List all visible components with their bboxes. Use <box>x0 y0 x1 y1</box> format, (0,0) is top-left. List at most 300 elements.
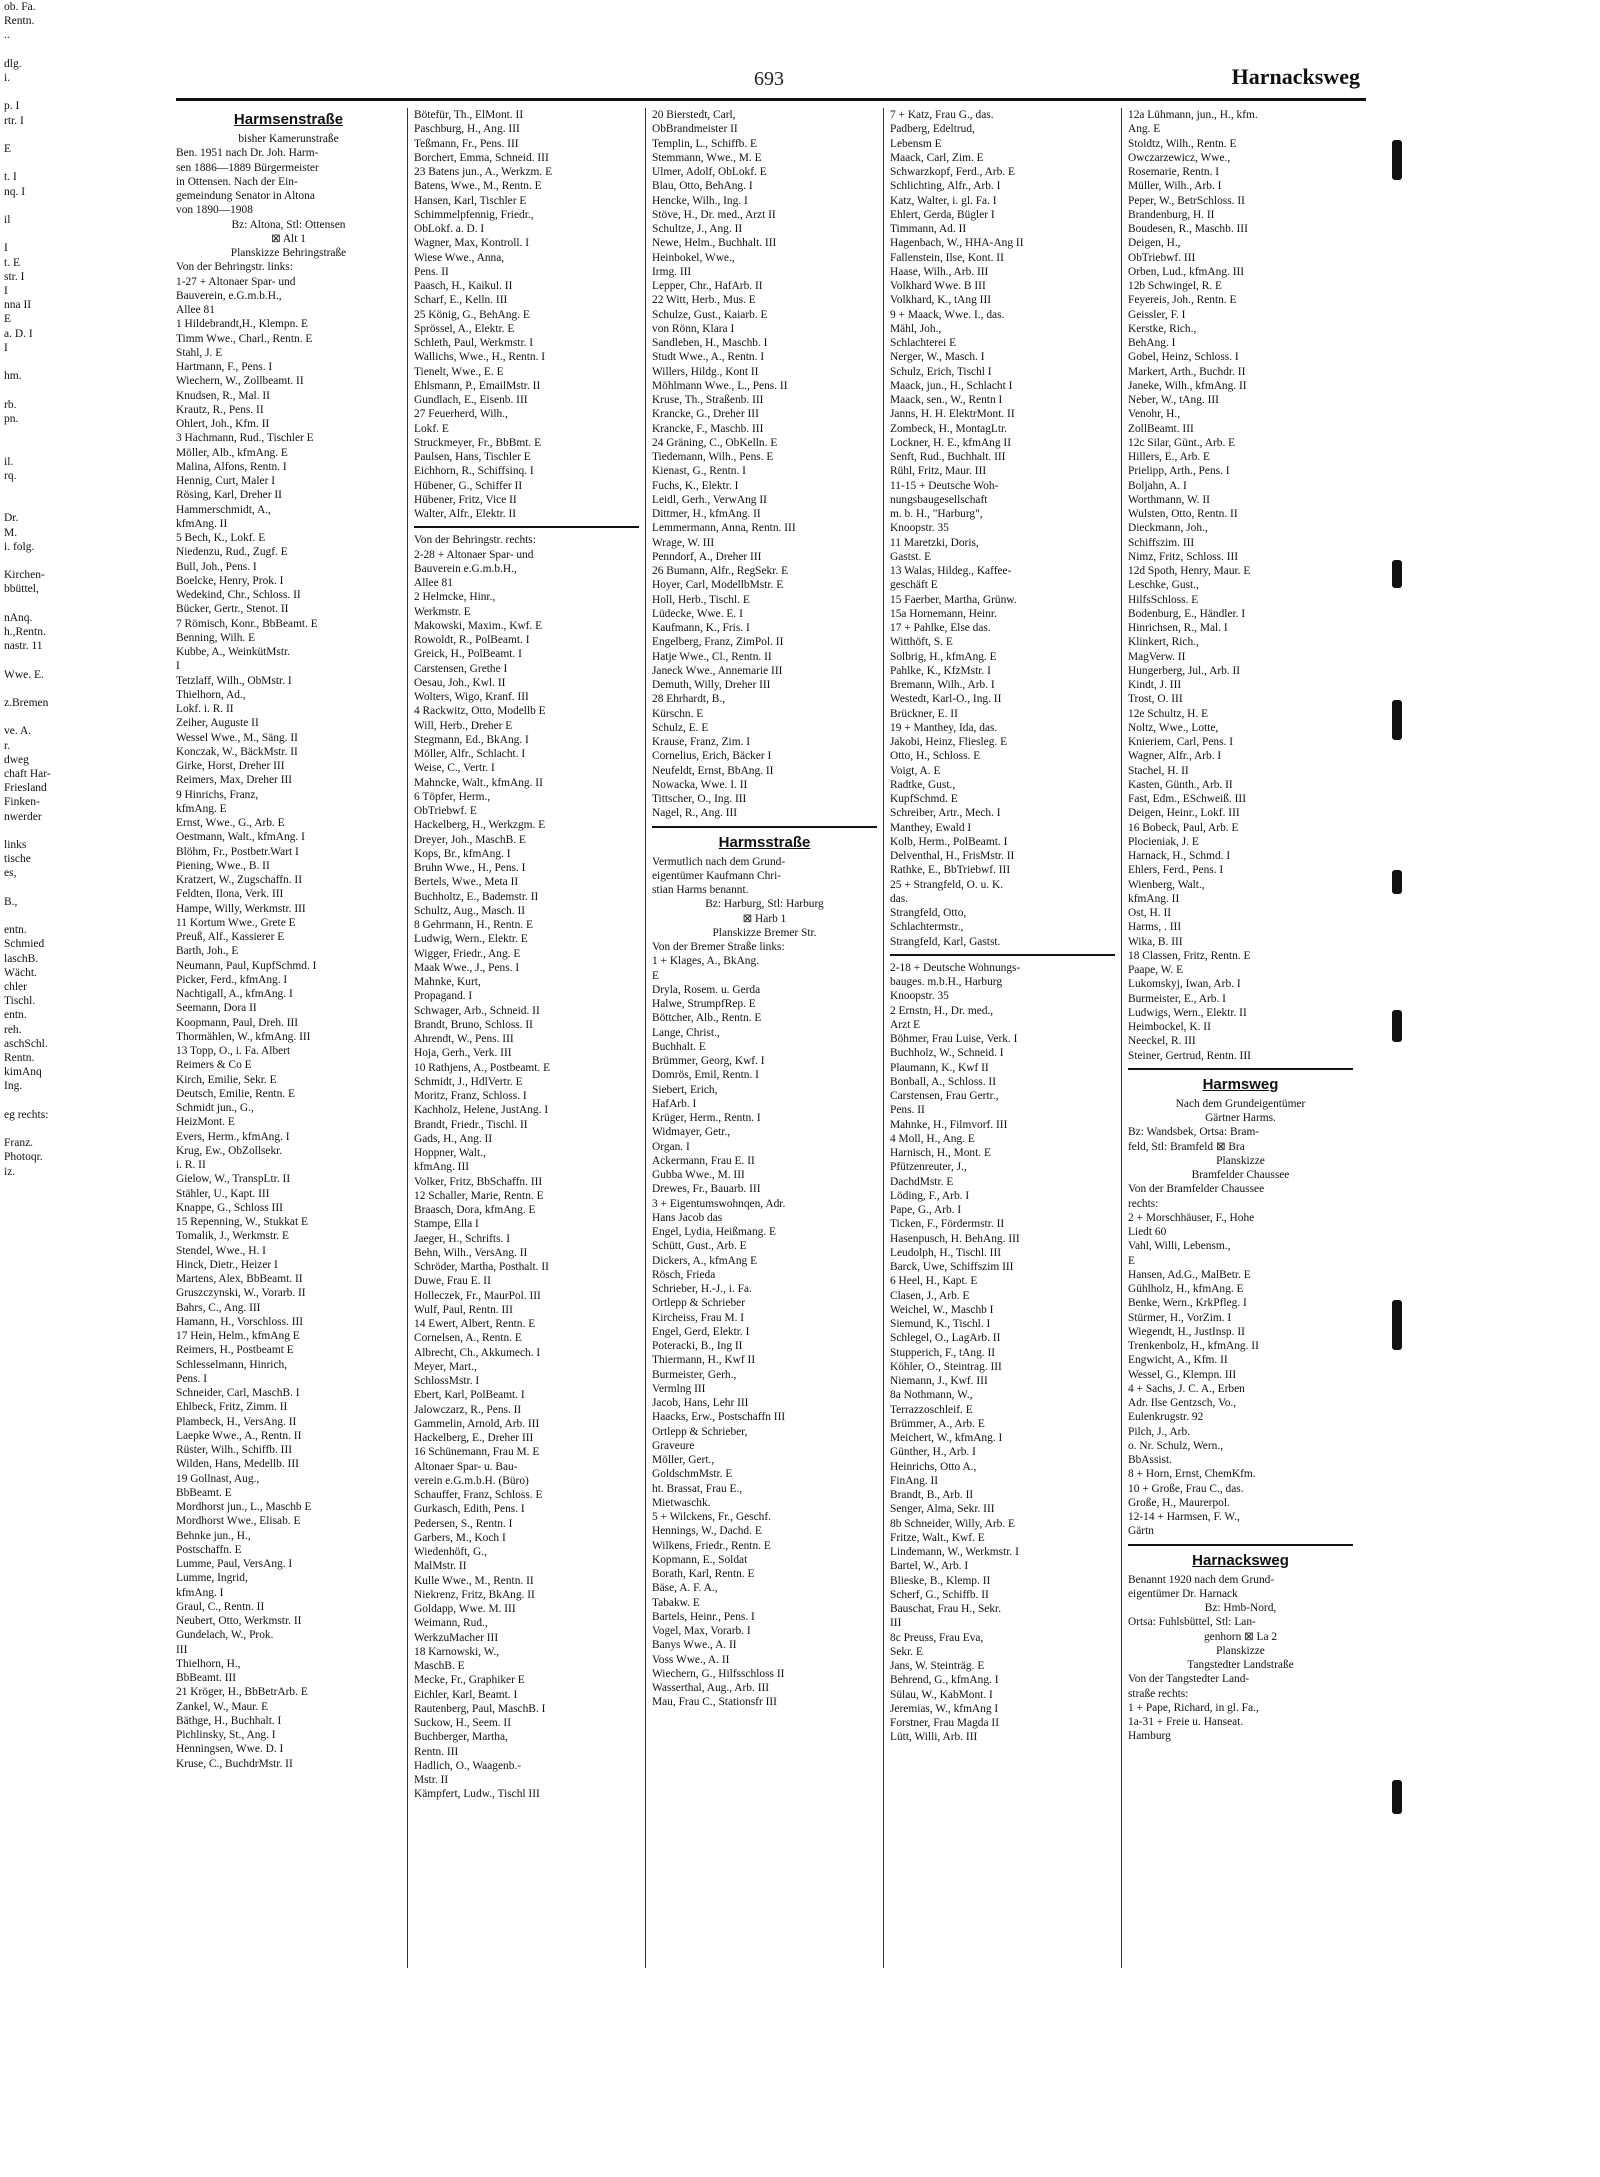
previous-page-fragment: Photoqr. <box>4 1151 43 1164</box>
resident-entry: 1 + Klages, A., BkAng. <box>652 955 760 968</box>
previous-page-fragment: pn. <box>4 412 19 425</box>
binding-mark <box>1392 1780 1402 1814</box>
resident-entry: Mordhorst jun., L., Maschb E <box>176 1501 312 1513</box>
resident-entry: Neubert, Otto, Werkmstr. II <box>176 1615 302 1627</box>
resident-entry: Werkmstr. E <box>414 605 471 618</box>
resident-entry: kfmAng. II <box>1128 892 1180 905</box>
resident-entry: Von der Tangstedter Land- <box>1128 1673 1250 1686</box>
resident-entry: Volker, Fritz, BbSchaffn. III <box>414 1175 543 1188</box>
resident-entry: Adr. Ilse Gentzsch, Vo., <box>1128 1397 1237 1409</box>
resident-entry: von 1890—1908 <box>176 204 253 217</box>
resident-entry: Benannt 1920 nach dem Grund- <box>1128 1573 1275 1586</box>
resident-entry: Schlachtermstr., <box>890 921 964 934</box>
resident-entry: Schulze, Gust., Kaiarb. E <box>652 308 768 321</box>
resident-entry: Koopmann, Paul, Dreh. III <box>176 1016 299 1029</box>
resident-entry: Heimbockel, K. II <box>1128 1021 1211 1033</box>
street-heading: Harmsweg <box>1202 1075 1279 1093</box>
resident-entry: Mordhorst Wwe., Elisab. E <box>176 1515 301 1528</box>
resident-entry: 12c Silar, Günt., Arb. E <box>1128 436 1236 449</box>
resident-entry: Maack, sen., W., Rentn I <box>890 394 1003 406</box>
resident-entry: Hackelberg, H., Werkzgm. E <box>414 819 546 832</box>
resident-entry: Wika, B. III <box>1128 935 1183 948</box>
resident-entry: 2-18 + Deutsche Wohnungs- <box>890 961 1021 974</box>
resident-entry: Vahl, Willi, Lebensm., <box>1128 1240 1231 1253</box>
previous-page-fragment <box>0 682 118 696</box>
resident-entry: Strangfeld, Otto, <box>890 907 967 919</box>
resident-entry: Brandenburg, H. II <box>1128 208 1215 221</box>
previous-page-fragment: hm. <box>4 370 22 383</box>
resident-entry: 24 Gräning, C., ObKelln. E <box>652 436 778 449</box>
street-note: Planskizze Behringstraße <box>230 247 347 259</box>
resident-entry: Jeremias, W., kfmAng I <box>890 1702 999 1715</box>
resident-entry: Von der Bramfelder Chaussee <box>1128 1183 1265 1196</box>
resident-entry: Wessel, G., Klempn. III <box>1128 1368 1237 1381</box>
resident-entry: Boelcke, Henry, Prok. I <box>176 574 284 587</box>
resident-entry: 17 + Pahlke, Else das. <box>890 622 991 634</box>
resident-entry: Tiedemann, Wilh., Pens. E <box>652 451 774 463</box>
resident-entry: Hagenbach, W., HHA-Ang II <box>890 237 1024 250</box>
resident-entry: Carstensen, Grethe I <box>414 662 508 675</box>
resident-entry: Allee 81 <box>176 304 215 316</box>
resident-entry: Sülau, W., KabMont. I <box>890 1688 993 1701</box>
resident-entry: MagVerw. II <box>1128 650 1186 663</box>
resident-entry: 9 Hinrichs, Franz, <box>176 788 259 801</box>
resident-entry: Stöve, H., Dr. med., Arzt II <box>652 208 776 221</box>
street-note: ⊠ Harb 1 <box>742 912 787 925</box>
previous-page-fragment <box>0 710 118 724</box>
section-rule <box>1128 1544 1353 1546</box>
resident-entry: Lange, Christ., <box>652 1026 720 1039</box>
resident-entry: Nowacka, Wwe. I. II <box>652 778 748 791</box>
resident-entry: Ernst, Wwe., G., Arb. E <box>176 817 285 829</box>
resident-entry: Hans Jacob das <box>652 1211 723 1224</box>
resident-entry: Worthmann, W. II <box>1128 493 1210 506</box>
resident-entry: Engel, Lydia, Heißmang. E <box>652 1226 777 1238</box>
resident-entry: Mstr. II <box>414 1774 449 1786</box>
resident-entry: Ulmer, Adolf, ObLokf. E <box>652 166 767 178</box>
resident-entry: Plaumann, K., Kwf II <box>890 1061 989 1074</box>
resident-entry: Stampe, Ella I <box>414 1218 479 1231</box>
previous-page-fragment <box>0 128 118 142</box>
resident-entry: Sprössel, A., Elektr. E <box>414 322 515 335</box>
resident-entry: Newe, Helm., Buchhalt. III <box>652 237 777 250</box>
resident-entry: Ang. E <box>1128 123 1161 136</box>
resident-entry: Vermutlich nach dem Grund- <box>652 855 786 868</box>
resident-entry: Schlesselmann, Hinrich, <box>176 1358 288 1371</box>
resident-entry: Venohr, H., <box>1128 408 1181 421</box>
resident-entry: Gads, H., Ang. II <box>414 1132 493 1145</box>
previous-page-fragment <box>0 43 118 57</box>
resident-entry: 6 Töpfer, Herm., <box>414 790 491 803</box>
resident-entry: Wilkens, Friedr., Rentn. E <box>652 1539 771 1552</box>
resident-entry: GoldschmMstr. E <box>652 1468 733 1481</box>
resident-entry: Widmayer, Getr., <box>652 1126 731 1139</box>
resident-entry: Brümmer, Georg, Kwf. I <box>652 1055 765 1067</box>
resident-entry: 28 Ehrhardt, B., <box>652 693 726 706</box>
resident-entry: 8b Schneider, Willy, Arb. E <box>890 1517 1015 1530</box>
binding-mark <box>1392 870 1402 894</box>
resident-entry: eigentümer Dr. Harnack <box>1128 1587 1238 1600</box>
resident-entry: Picker, Ferd., kfmAng. I <box>176 973 288 986</box>
resident-entry: Kerstke, Rich., <box>1128 322 1197 335</box>
resident-entry: Feldten, Ilona, Verk. III <box>176 888 284 901</box>
resident-entry: Girke, Horst, Dreher III <box>176 760 285 772</box>
resident-entry: Wilden, Hans, Medellb. III <box>176 1458 299 1471</box>
resident-entry: Bertels, Wwe., Meta II <box>414 876 519 889</box>
resident-entry: Köhler, O., Steintrag. III <box>890 1360 1002 1373</box>
resident-entry: Tittscher, O., Ing. III <box>652 793 747 805</box>
resident-entry: Möller, Alfr., Schlacht. I <box>414 748 526 760</box>
resident-entry: Böttcher, Alb., Rentn. E <box>652 1012 762 1025</box>
resident-entry: Leudolph, H., Tischl. III <box>890 1246 1002 1259</box>
resident-entry: 15 Repenning, W., Stukkat E <box>176 1216 308 1228</box>
resident-entry: Jaeger, H., Schrifts. I <box>414 1232 511 1245</box>
resident-entry: Pfützenreuter, J., <box>890 1161 967 1174</box>
previous-page-fragment: es, <box>4 867 17 880</box>
resident-entry: Rautenberg, Paul, MaschB. I <box>414 1702 546 1715</box>
resident-entry: geschäft E <box>890 579 938 592</box>
resident-entry: Plocieniak, J. E <box>1128 835 1199 848</box>
section-rule <box>1128 1068 1353 1070</box>
resident-entry: 18 Classen, Fritz, Rentn. E <box>1128 949 1251 962</box>
resident-entry: 13 Topp, O., i. Fa. Albert <box>176 1045 291 1057</box>
resident-entry: Poteracki, B., Ing II <box>652 1340 743 1352</box>
resident-entry: Bonball, A., Schloss. II <box>890 1075 996 1088</box>
previous-page-fragment: Schmied <box>4 938 45 951</box>
resident-entry: 16 Bobeck, Paul, Arb. E <box>1128 821 1239 834</box>
resident-entry: Knappe, G., Schloss III <box>176 1201 283 1214</box>
resident-entry: Duwe, Frau E. II <box>414 1275 491 1288</box>
resident-entry: 2 + Morschhäuser, F., Hohe <box>1128 1211 1255 1224</box>
resident-entry: Maack, Carl, Zim. E <box>890 151 984 164</box>
resident-entry: 13 Walas, Hildeg., Kaffee- <box>890 565 1012 577</box>
resident-entry: Mahncke, Walt., kfmAng. II <box>414 776 543 789</box>
resident-entry: Neber, W., tAng. III <box>1128 394 1219 406</box>
previous-page-fragment: Ing. <box>4 1080 23 1093</box>
previous-page-fragment: Tischl. <box>4 995 36 1008</box>
street-note: Planskizze <box>1216 1644 1265 1657</box>
resident-entry: Bartels, Heinr., Pens. I <box>652 1610 755 1623</box>
previous-page-fragment: dlg. <box>4 57 22 70</box>
header-rule <box>176 98 1366 101</box>
resident-entry: i. R. II <box>176 1159 206 1171</box>
resident-entry: Wiedenhöft, G., <box>414 1546 487 1558</box>
resident-entry: 8c Preuss, Frau Eva, <box>890 1631 984 1644</box>
resident-entry: Ohlert, Joh., Kfm. II <box>176 418 270 430</box>
resident-entry: Katz, Walter, i. gl. Fa. I <box>890 194 997 207</box>
resident-entry: Rosemarie, Rentn. I <box>1128 166 1220 178</box>
previous-page-fragment: nwerder <box>4 810 42 823</box>
resident-entry: Hennig, Curt, Maler I <box>176 475 276 487</box>
resident-entry: Rühl, Fritz, Maur. III <box>890 465 987 478</box>
resident-entry: Wiechern, G., Hilfsschloss II <box>652 1667 785 1680</box>
resident-entry: Gubba Wwe., M. III <box>652 1169 745 1181</box>
resident-entry: Buchholz, W., Schneid. I <box>890 1047 1004 1060</box>
resident-entry: Krug, Ew., ObZollsekr. <box>176 1144 283 1157</box>
resident-entry: Pilch, J., Arb. <box>1128 1425 1191 1438</box>
resident-entry: Clasen, J., Arb. E <box>890 1289 970 1302</box>
resident-entry: Manthey, Ewald I <box>890 821 972 834</box>
resident-entry: Gundelach, W., Prok. <box>176 1629 274 1642</box>
resident-entry: 12e Schultz, H. E <box>1128 707 1209 720</box>
resident-entry: Engwicht, A., Kfm. II <box>1128 1354 1228 1367</box>
resident-entry: Hansen, Ad.G., MalBetr. E <box>1128 1268 1251 1281</box>
resident-entry: 7 Römisch, Konr., BbBeamt. E <box>176 617 318 630</box>
resident-entry: Allee 81 <box>414 577 453 589</box>
resident-entry: Burmeister, E., Arb. I <box>1128 992 1226 1005</box>
resident-entry: Senft, Rud., Buchhalt. III <box>890 451 1006 463</box>
resident-entry: Schwarzkopf, Ferd., Arb. E <box>890 166 1015 178</box>
previous-page-fragment: t. E <box>4 256 20 269</box>
previous-page-strip <box>0 0 124 1990</box>
resident-entry: Deigen, Heinr., Lokf. III <box>1128 807 1240 820</box>
resident-entry: Stürmer, H., VorZim. I <box>1128 1311 1232 1324</box>
resident-entry: Pahlke, K., KfzMstr. I <box>890 664 991 677</box>
resident-entry: Reimers, Max, Dreher III <box>176 774 293 787</box>
resident-entry: Brandt, Friedr., Tischl. II <box>414 1118 528 1131</box>
resident-entry: ht. Brassat, Frau E., <box>652 1482 743 1495</box>
resident-entry: Suckow, H., Seem. II <box>414 1717 512 1729</box>
resident-entry: Lepper, Chr., HafArb. II <box>652 280 763 292</box>
resident-entry: E <box>1128 1254 1135 1267</box>
page-number: 693 <box>754 68 784 90</box>
resident-entry: Carstensen, Frau Gertr., <box>890 1090 999 1102</box>
previous-page-fragment: iz. <box>4 1165 16 1178</box>
resident-entry: Bauverein, e.G.m.b.H., <box>176 289 282 302</box>
resident-entry: Rathke, E., BbTriebwf. III <box>890 864 1011 877</box>
resident-entry: Teßmann, Fr., Pens. III <box>414 137 519 150</box>
resident-entry: Brandt, B., Arb. II <box>890 1489 974 1501</box>
resident-entry: bauges. m.b.H., Harburg <box>890 976 1003 988</box>
resident-entry: Vogel, Max, Vorarb. I <box>652 1625 751 1637</box>
previous-page-fragment: Rentn. <box>4 1052 35 1065</box>
resident-entry: Schröder, Martha, Posthalt. II <box>414 1261 549 1273</box>
resident-entry: Schlachterei E <box>890 337 957 349</box>
previous-page-fragment: Wwe. E. <box>4 668 44 681</box>
resident-entry: Bauverein e.G.m.b.H., <box>414 562 517 575</box>
resident-entry: I <box>176 660 180 673</box>
previous-page-fragment: p. I <box>4 100 20 113</box>
resident-entry: Hoja, Gerh., Verk. III <box>414 1047 512 1060</box>
resident-entry: Gielow, W., TranspLtr. II <box>176 1173 291 1186</box>
resident-entry: Ackermann, Frau E. II <box>652 1154 755 1167</box>
resident-entry: Kopmann, E., Soldat <box>652 1553 748 1566</box>
resident-entry: Walter, Alfr., Elektr. II <box>414 508 517 520</box>
resident-entry: Ahrendt, W., Pens. III <box>414 1033 514 1045</box>
street-heading: Harmsstraße <box>718 833 811 851</box>
resident-entry: Deutsch, Emilie, Rentn. E <box>176 1087 295 1100</box>
resident-entry: 21 Kröger, H., BbBetrArb. E <box>176 1686 308 1699</box>
resident-entry: Drewes, Fr., Bauarb. III <box>652 1183 761 1196</box>
resident-entry: Kienast, G., Rentn. I <box>652 465 746 478</box>
resident-entry: Bodenburg, E., Händler. I <box>1128 607 1246 620</box>
resident-entry: Möller, Alb., kfmAng. E <box>176 446 288 459</box>
resident-entry: in Ottensen. Nach der Ein- <box>176 175 298 188</box>
previous-page-fragment <box>0 881 118 895</box>
resident-entry: Zankel, W., Maur. E <box>176 1700 269 1713</box>
resident-entry: Brandt, Bruno, Schloss. II <box>414 1018 533 1031</box>
previous-page-fragment: entn. <box>4 924 27 937</box>
resident-entry: 23 Batens jun., A., Werkzm. E <box>414 166 553 178</box>
resident-entry: Siemund, K., Tischl. I <box>890 1318 991 1330</box>
resident-entry: Stegmann, Ed., BkAng. I <box>414 733 529 746</box>
resident-entry: 7 + Katz, Frau G., das. <box>890 109 994 121</box>
previous-page-fragment: Kirchen- <box>4 569 45 582</box>
resident-entry: Propagand. I <box>414 990 473 1003</box>
resident-entry: Hübener, G., Schiffer II <box>414 479 523 492</box>
resident-entry: Niekrenz, Fritz, BkAng. II <box>414 1588 535 1601</box>
resident-entry: Cornelsen, A., Rentn. E <box>414 1332 522 1345</box>
resident-entry: Kubbe, A., WeinkütMstr. <box>176 646 291 658</box>
resident-entry: Ebert, Karl, PolBeamt. I <box>414 1389 525 1402</box>
resident-entry: Siebert, Erich, <box>652 1083 718 1096</box>
column-4 <box>890 108 1115 1978</box>
resident-entry: Buchholtz, E., Bademstr. II <box>414 890 539 903</box>
resident-entry: Hinrichsen, R., Mal. I <box>1128 622 1228 634</box>
resident-entry: Stemmann, Wwe., M. E <box>652 151 762 164</box>
resident-entry: Geissler, F. I <box>1128 308 1186 321</box>
resident-entry: Schiffszim. III <box>1128 536 1195 549</box>
resident-entry: Pedersen, S., Rentn. I <box>414 1517 513 1530</box>
resident-entry: Fast, Edm., ESchweiß. III <box>1128 793 1246 805</box>
resident-entry: Rösch, Frieda <box>652 1268 716 1281</box>
resident-entry: Willers, Hildg., Kont II <box>652 365 759 378</box>
resident-entry: Bötefür, Th., ElMont. II <box>414 109 524 121</box>
resident-entry: Trenkenbolz, H., kfmAng. II <box>1128 1340 1259 1352</box>
resident-entry: Nerger, W., Masch. I <box>890 351 985 364</box>
previous-page-fragment <box>0 156 118 170</box>
resident-entry: BbBeamt. E <box>176 1486 232 1499</box>
resident-entry: Wagner, Alfr., Arb. I <box>1128 750 1222 763</box>
resident-entry: Hennings, W., Dachd. E <box>652 1525 762 1538</box>
previous-page-fragment: bbüttel, <box>4 583 39 596</box>
resident-entry: straße rechts: <box>1128 1687 1189 1700</box>
street-note: ⊠ Alt 1 <box>271 232 306 245</box>
resident-entry: Gurkasch, Edith, Pens. I <box>414 1503 525 1516</box>
resident-entry: Dittmer, H., kfmAng. II <box>652 508 761 520</box>
resident-entry: Schmidt jun., G., <box>176 1102 254 1114</box>
binding-marks <box>1388 0 1418 1990</box>
resident-entry: 1 + Pape, Richard, in gl. Fa., <box>1128 1701 1259 1714</box>
previous-page-fragment <box>0 1094 118 1108</box>
resident-entry: Ortlepp & Schrieber, <box>652 1425 748 1438</box>
resident-entry: Lindemann, W., Werkmstr. I <box>890 1546 1019 1558</box>
resident-entry: Bz: Wandsbek, Ortsa: Bram- <box>1128 1126 1260 1139</box>
resident-entry: Kruse, Th., Straßenb. III <box>652 394 764 406</box>
resident-entry: das. <box>890 892 909 905</box>
resident-entry: 12b Schwingel, R. E <box>1128 280 1222 292</box>
resident-entry: Weichel, W., Maschb I <box>890 1303 994 1316</box>
resident-entry: Barck, Uwe, Schiffszim III <box>890 1261 1014 1273</box>
resident-entry: 10 Rathjens, A., Postbeamt. E <box>414 1061 551 1074</box>
resident-entry: Pens. I <box>176 1372 208 1385</box>
previous-page-fragment <box>0 199 118 213</box>
street-note: bisher Kamerunstraße <box>238 133 339 145</box>
previous-page-fragment: h.,Rentn. <box>4 625 46 638</box>
previous-page-fragment <box>0 483 118 497</box>
resident-entry: Struckmeyer, Fr., BbBmt. E <box>414 436 542 449</box>
resident-entry: Hungerberg, Jul., Arb. II <box>1128 664 1241 677</box>
previous-page-fragment: laschB. <box>4 952 39 965</box>
resident-entry: Hillers, E., Arb. E <box>1128 451 1210 463</box>
resident-entry: Dieckmann, Joh., <box>1128 522 1208 535</box>
resident-entry: Barth, Joh., E <box>176 945 239 958</box>
resident-entry: Hasenpusch, H. BehAng. III <box>890 1232 1020 1245</box>
resident-entry: KupfSchmd. E <box>890 793 958 805</box>
resident-entry: Hammerschmidt, A., <box>176 503 271 516</box>
resident-entry: 8 Gehrmann, H., Rentn. E <box>414 919 533 931</box>
resident-entry: Studt Wwe., A., Rentn. I <box>652 351 765 364</box>
resident-entry: Plambeck, H., VersAng. II <box>176 1415 297 1428</box>
resident-entry: kfmAng. III <box>414 1161 470 1174</box>
resident-entry: Kachholz, Helene, JustAng. I <box>414 1104 549 1117</box>
resident-entry: Stoldtz, Wilh., Rentn. E <box>1128 137 1237 150</box>
resident-entry: Bäthge, H., Buchhalt. I <box>176 1714 282 1727</box>
resident-entry: Goldapp, Wwe. M. III <box>414 1603 516 1615</box>
previous-page-fragment: nAnq. <box>4 611 33 624</box>
street-note: Bz: Harburg, Stl: Harburg <box>705 898 824 911</box>
resident-entry: Markert, Arth., Buchdr. II <box>1128 365 1246 378</box>
resident-entry: kfmAng. E <box>176 802 227 815</box>
resident-entry: Fuchs, K., Elektr. I <box>652 479 739 492</box>
resident-entry: Voigt, A. E <box>890 764 941 777</box>
previous-page-fragment: rq. <box>4 469 17 482</box>
resident-entry: Brümmer, A., Arb. E <box>890 1417 985 1430</box>
previous-page-fragment: M. <box>4 526 18 539</box>
resident-entry: Lütt, Willi, Arb. III <box>890 1731 978 1744</box>
resident-entry: Hencke, Wilh., Ing. I <box>652 194 748 207</box>
section-rule <box>652 826 877 828</box>
resident-entry: Dreyer, Joh., MaschB. E <box>414 833 526 846</box>
resident-entry: Batens, Wwe., M., Rentn. E <box>414 180 542 193</box>
resident-entry: Blieske, B., Klemp. II <box>890 1574 991 1587</box>
resident-entry: DachdMstr. E <box>890 1175 954 1188</box>
resident-entry: Reimers & Co E <box>176 1059 252 1072</box>
resident-entry: Wasserthal, Aug., Arb. III <box>652 1682 770 1694</box>
resident-entry: Paasch, H., Kaikul. II <box>414 280 513 292</box>
resident-entry: SchlossMstr. I <box>414 1375 480 1387</box>
resident-entry: BbBeamt. III <box>176 1672 237 1684</box>
resident-entry: Ost, H. II <box>1128 907 1172 919</box>
resident-entry: Pichlinsky, St., Ang. I <box>176 1729 276 1741</box>
resident-entry: Kircheiss, Frau M. I <box>652 1311 745 1324</box>
resident-entry: Knieriem, Carl, Pens. I <box>1128 736 1234 748</box>
resident-entry: 12d Spoth, Henry, Maur. E <box>1128 565 1251 577</box>
resident-entry: Gundlach, E., Eisenb. III <box>414 394 528 406</box>
resident-entry: Scharf, E., Kelln. III <box>414 294 508 307</box>
resident-entry: Hackelberg, E., Dreher III <box>414 1432 534 1444</box>
resident-entry: Zeiher, Auguste II <box>176 717 259 730</box>
resident-entry: Nachtigall, A., kfmAng. I <box>176 988 293 1000</box>
resident-entry: Rüster, Wilh., Schiffb. III <box>176 1444 293 1456</box>
previous-page-fragment: Dr. <box>4 512 19 525</box>
resident-entry: Timm Wwe., Charl., Rentn. E <box>176 332 313 345</box>
resident-entry: Arzt E <box>890 1018 921 1031</box>
street-note: Planskizze Bremer Str. <box>712 926 817 939</box>
resident-entry: HeizMont. E <box>176 1116 235 1129</box>
resident-entry: Radtke, Gust., <box>890 778 956 791</box>
resident-entry: Fallenstein, Ilse, Kont. II <box>890 251 1004 264</box>
resident-entry: Bremann, Wilh., Arb. I <box>890 679 995 691</box>
binding-mark <box>1392 140 1402 180</box>
column-divider <box>645 108 646 1968</box>
binding-mark <box>1392 560 1402 588</box>
resident-entry: 25 + Strangfeld, O. u. K. <box>890 878 1004 891</box>
resident-entry: E <box>652 969 659 982</box>
resident-entry: Vermlng III <box>652 1382 706 1395</box>
resident-entry: 3 + Eigentumswohnqen, Adr. <box>652 1197 786 1210</box>
resident-entry: Stendel, Wwe., H. I <box>176 1244 266 1257</box>
